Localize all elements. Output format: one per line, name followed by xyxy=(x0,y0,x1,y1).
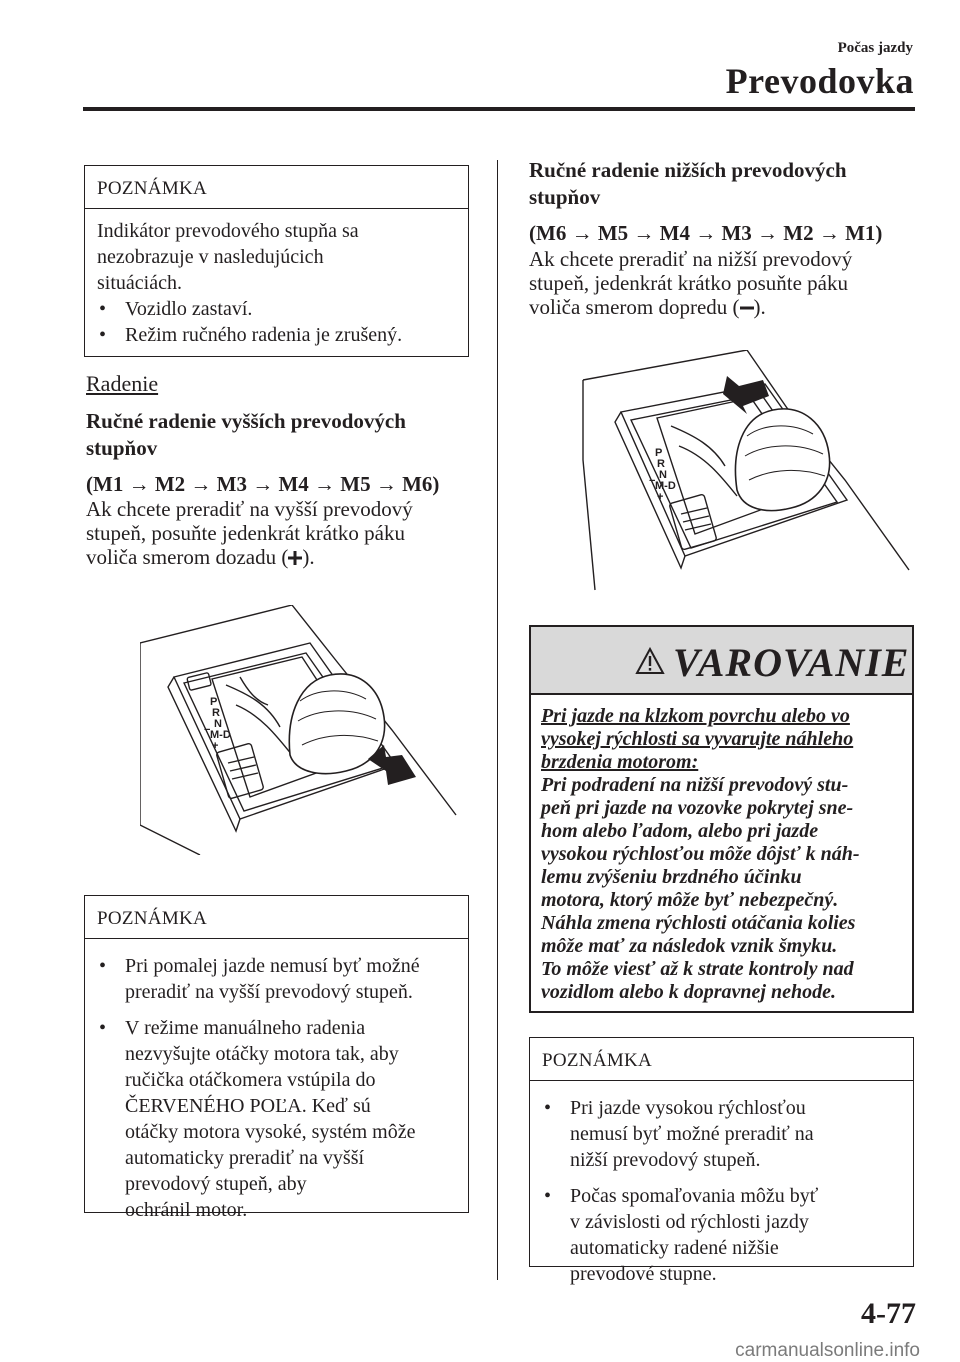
instruction-line xyxy=(529,295,852,319)
watermark: carmanualsonline.info xyxy=(735,1340,920,1361)
note-bullet-line: automaticky preradiť na vyšší xyxy=(125,1147,365,1169)
note-bullet-line: nemusí byť možné preradiť na xyxy=(570,1123,814,1145)
gate-label-n: N xyxy=(214,718,222,730)
instruction-text: ). xyxy=(302,545,315,569)
gate-label-plus: + xyxy=(657,491,664,503)
column-divider xyxy=(497,160,498,1280)
page-title: Prevodovka xyxy=(725,61,914,101)
instruction-text: ). xyxy=(753,295,766,319)
upshift-instructions xyxy=(86,497,413,569)
upshift-heading-line: Ručné radenie vyšších prevodových xyxy=(86,409,406,433)
gate-label-md: M-D xyxy=(655,480,676,492)
warning-line: vysokou rýchlosťou môže dôjsť k náh- xyxy=(541,843,860,865)
gate-label-md: M-D xyxy=(210,729,231,741)
note-bullet-line: prevodové stupne. xyxy=(570,1263,717,1285)
note-bullet-line: ČERVENÉHO POĽA. Keď sú xyxy=(125,1095,371,1117)
instruction-line: stupeň, jedenkrát krátko posuňte páku xyxy=(529,271,848,295)
bullet-dot: • xyxy=(99,1017,107,1039)
warning-title: VAROVANIE xyxy=(673,640,910,685)
warning-underlined-line: Pri jazde na klzkom povrchu alebo vo xyxy=(541,705,850,727)
warning-underlined-line: brzdenia motorom: xyxy=(541,751,699,773)
gate-label-plus: + xyxy=(212,740,219,752)
upshift-sequence: (M1 → M2 → M3 → M4 → M5 → M6) xyxy=(86,472,440,496)
gate-label-minus: − xyxy=(649,475,656,487)
note-bullet-line: Pri pomalej jazde nemusí byť možné xyxy=(125,955,420,977)
warning-line: Náhla zmena rýchlosti otáčania kolies xyxy=(541,912,856,934)
warning-line: Pri podradení na nižší prevodový stu- xyxy=(541,774,849,796)
plus-icon xyxy=(288,546,302,560)
warning-line: hom alebo ľadom, alebo pri jazde xyxy=(541,820,819,842)
bullet-dot: • xyxy=(99,324,107,346)
instruction-text: voliča smerom dopredu ( xyxy=(529,295,740,319)
running-header-section-text: Počas jazdy xyxy=(837,40,913,56)
gate-label-p: P xyxy=(655,447,663,459)
note-bullet xyxy=(97,296,456,322)
note-bullet-line: Pri jazde vysokou rýchlosťou xyxy=(570,1097,806,1119)
note-bullet-text: Režim ručného radenia je zrušený. xyxy=(125,324,403,346)
warning-triangle-icon xyxy=(635,647,665,675)
warning-header xyxy=(531,627,912,695)
instruction-line: Ak chcete preradiť na vyšší prevodový xyxy=(86,497,413,521)
bullet-dot: • xyxy=(544,1097,552,1119)
bullet-dot: • xyxy=(544,1185,552,1207)
warning-line: vozidlom alebo k dopravnej nehode. xyxy=(541,981,836,1003)
note-bullet-line: preradiť na vyšší prevodový stupeň. xyxy=(125,981,413,1003)
warning-line: To môže viesť až k strate kontroly nad xyxy=(541,958,854,980)
warning-line: motora, ktorý môže byť nebezpečný. xyxy=(541,889,839,911)
bullet-dot: • xyxy=(99,955,107,977)
upshift-heading-line: stupňov xyxy=(86,436,158,460)
note-bullet-line: v závislosti od rýchlosti jazdy xyxy=(570,1211,809,1233)
note-bullet-line: ručička otáčkomera vstúpila do xyxy=(125,1069,376,1091)
downshift-heading-line: stupňov xyxy=(529,185,601,209)
bullet-dot: • xyxy=(99,298,107,320)
warning-line: lemu zvýšeniu brzdného účinku xyxy=(541,866,802,888)
note-bullet-line: nižší prevodový stupeň. xyxy=(570,1149,761,1171)
warning-box xyxy=(529,625,914,1013)
header-rule xyxy=(83,107,915,111)
note-bullet-line: ochránil motor. xyxy=(125,1199,248,1221)
downshift-instructions xyxy=(529,247,852,319)
note-label: POZNÁMKA xyxy=(530,1038,913,1081)
note-intro-line: situáciách. xyxy=(97,272,182,294)
note-bullet-line: V režime manuálneho radenia xyxy=(125,1017,366,1039)
note-box-top-left xyxy=(84,165,469,357)
section-heading: Radenie xyxy=(86,371,159,396)
instruction-line: stupeň, posuňte jedenkrát krátko páku xyxy=(86,521,405,545)
note-bullet-line: prevodový stupeň, aby xyxy=(125,1173,307,1195)
note-intro-line: Indikátor prevodového stupňa sa xyxy=(97,220,359,242)
note-bullet-line: otáčky motora vysoké, systém môže xyxy=(125,1121,416,1143)
minus-icon xyxy=(740,296,754,310)
downshift-heading xyxy=(529,157,847,211)
upshift-heading xyxy=(86,408,406,462)
instruction-line: Ak chcete preradiť na nižší prevodový xyxy=(529,247,853,271)
note-bullet xyxy=(542,1095,901,1173)
warning-underlined-line: vysokej rýchlosti sa vyvarujte náhleho xyxy=(541,728,854,750)
note-box-bottom-right xyxy=(529,1037,914,1285)
page-number: 4-77 xyxy=(861,1297,916,1330)
gate-label-r: R xyxy=(212,707,220,719)
note-bullet-line: Počas spomaľovania môžu byť xyxy=(570,1185,819,1207)
instruction-text: voliča smerom dozadu ( xyxy=(86,545,289,569)
warning-line: môže mať za následok vznik šmyku. xyxy=(541,935,838,957)
shifter-upshift-illustration xyxy=(140,605,458,855)
note-bullet xyxy=(97,1015,456,1223)
warning-line: peň pri jazde na vozovke pokrytej sne- xyxy=(541,797,854,819)
note-bullet-line: nezvyšujte otáčky motora tak, aby xyxy=(125,1043,399,1065)
instruction-line xyxy=(86,545,413,569)
gate-label-minus: − xyxy=(204,724,211,736)
note-bullet xyxy=(97,953,456,1005)
note-bullet-line: automaticky radené nižšie xyxy=(570,1237,779,1259)
note-label: POZNÁMKA xyxy=(85,896,468,939)
downshift-heading-line: Ručné radenie nižších prevodových xyxy=(529,158,847,182)
gate-label-n: N xyxy=(659,469,667,481)
gate-label-p: P xyxy=(210,696,218,708)
note-bullet xyxy=(97,322,456,348)
gate-label-r: R xyxy=(657,458,665,470)
note-bullet-text: Vozidlo zastaví. xyxy=(125,298,253,320)
note-intro-line: nezobrazuje v nasledujúcich xyxy=(97,246,324,268)
note-bullet xyxy=(542,1183,901,1287)
note-label: POZNÁMKA xyxy=(85,166,468,209)
warning-body xyxy=(531,695,912,1004)
downshift-sequence: (M6 → M5 → M4 → M3 → M2 → M1) xyxy=(529,221,883,245)
shifter-downshift-illustration xyxy=(575,350,915,600)
note-box-bottom-left xyxy=(84,895,469,1221)
